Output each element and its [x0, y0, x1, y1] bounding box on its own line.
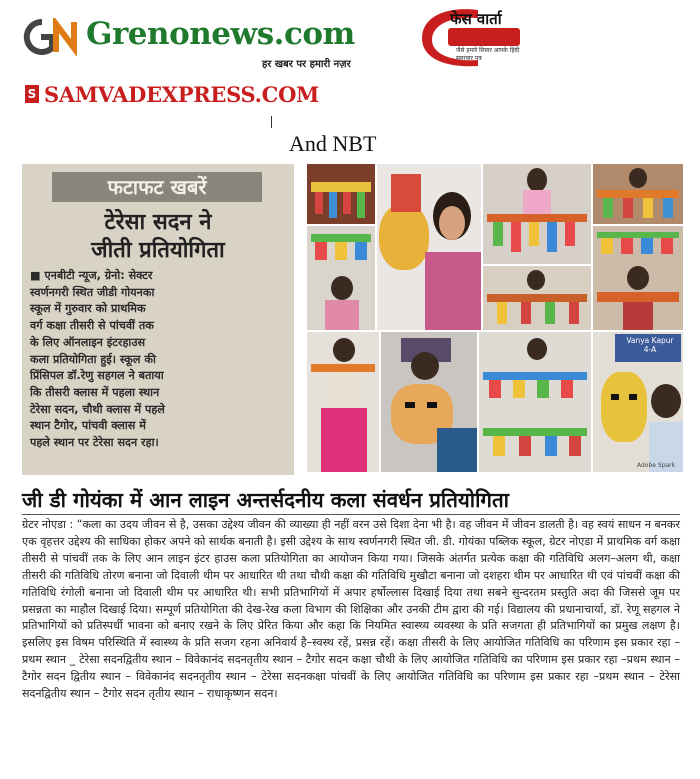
photo-girl-pink-dress	[307, 332, 379, 472]
photo-toran-1	[307, 164, 375, 224]
clipping-line: स्थान टैगोर, पांचवी क्लास में	[30, 419, 146, 433]
grenonews-logo-icon	[22, 18, 84, 56]
and-nbt-label: And NBT	[289, 131, 377, 156]
article-title: जी डी गोयंका में आन लाइन अन्तर्सदनीय कला संवर्धन प्रतियोगिता	[22, 488, 509, 512]
site-tagline: हर खबर पर हमारी नज़र	[262, 59, 351, 70]
clipping-line: के लिए ऑनलाइन इंटरहाउस	[30, 335, 146, 349]
article-body: ग्रेटर नोएडा : “कला का उदय जीवन से है, उसका उद्देश्य जीवन की व्याख्या ही नहीं वरन उसे दिशा देना भी है। वह जीवन में जीवन डालती है। वह स्वयं साधन न बनकर एक वृहत्तर उद्देश्य की साधिका होकर अपने को सार्थक बनाती है। इसी उद्देश्य के साथ स्वर्णनगरी स्थित जी. डी. गोयंका पब्लिक स्कूल, ग्रेटर नोएडा में प्राथमिक वर्ग कक्षा तीसरी से पांचवीं तक के लिए आन लाइन इंटर हाउस कला प्रतियोगिता का आयोजन किया गया। जिसके अंतर्गत प्रत्येक कक्षा की गतिविधि अलग–अलग थी, कक्षा तीसरी की गतिविधि तोरण बनाना जो दिवाली थीम पर आधारित थी तथा चौथी कक्षा की गतिविधि मुखौटा बनाना जो दशहरा थीम पर आधारित थी एवं पांचवीं कक्षा की गतिविधि रंगोली बनाना जो दिवाली थीम पर आधारित थी। सभी प्रतिभागियों में अपार हर्षोल्लास दिखाई दिया तथा सबने सुन्दरतम प्रस्तुति अदा की जिससे जूम पर प्रसन्नता का माहौल दिखाई दिया। सम्पूर्ण प्रतियोगिता की देख-रेख कला विभाग की शिक्षिका और उनकी टीम द्वारा की गई। विद्यालय की प्रधानाचार्या, डॉ. रेणू सहगल ने प्रतिभागियों को प्रतिस्पर्धी भावना को बनाए रखने के लिए प्रेरित किया और कहा कि नियमित स्वास्थ्य व्यवस्था के प्रति सजगता ही प्रतिभागियों का प्रमुख लक्षण है। इसलिए इस विषम परिस्थिति में स्वास्थ्य के प्रति सजग रहना अनिवार्य है–स्वस्थ रहें, प्रसन्न रहें। कक्षा तीसरी के लिए आयोजित गतिविधि का परिणाम इस प्रकार रहा –प्रथम स्थान _ टेरेसा सदनद्वितीय स्थान – विवेकानंद सदनतृतीय स्थान – टैगोर सदन कक्षा चौथी के लिए आयोजित गतिविधि का परिणाम इस प्रकार रहा –प्रथम स्थान – टैगोर सदन द्वितीय स्थान – विवेकानंद सदनतृतीय स्थान – टेरेसा सदनकक्षा पांचवीं के लिए आयोजित गतिविधि का परिणाम इस प्रकार रहा –प्रथम स्थान – टेरेसा सदनद्वितीय स्थान – टैगोर सदन तृतीय स्थान – राधाकृष्णन सदन।	[22, 518, 680, 701]
photo-toran-3	[307, 226, 375, 330]
clipping-banner: फटाफट खबरें	[52, 172, 262, 202]
clipping-line: स्कूल में गुरुवार को प्राथमिक	[30, 302, 146, 316]
photo-toran-4	[483, 266, 591, 330]
clipping-line: कला प्रतियोगिता हुई। स्कूल की	[30, 352, 156, 366]
adobe-spark-watermark: Adobe Spark	[637, 462, 676, 469]
photo-toran-girl-1	[483, 164, 591, 264]
name-card-class: 4-A	[643, 345, 657, 354]
photo-toran-6	[479, 332, 591, 472]
nbt-newspaper-clipping	[22, 164, 294, 475]
face-varta-top: फेस वार्ता	[450, 10, 502, 28]
clipping-line: कि तीसरी क्लास में पहला स्थान	[30, 385, 160, 399]
photo-toran-2	[593, 164, 683, 224]
clipping-line: पहले स्थान पर टेरेसा सदन रहा।	[30, 436, 159, 450]
clipping-line: वर्ग कक्षा तीसरी से पांचवीं तक	[30, 319, 154, 333]
title-divider	[22, 514, 680, 515]
photo-mask-boy	[381, 332, 477, 472]
photo-toran-5	[593, 226, 683, 330]
clipping-line: प्रिंसिपल डॉ.रेणु सहगल ने बताया	[30, 369, 164, 383]
clipping-headline-2: जीती प्रतियोगिता	[91, 238, 225, 263]
text-cursor	[271, 116, 272, 128]
name-card	[618, 336, 682, 354]
name-card-name: Vanya Kapur	[626, 336, 674, 345]
samvad-title[interactable]: SAMVADEXPRESS.COM	[44, 82, 320, 107]
clipping-body	[30, 268, 292, 452]
clipping-headline-1: टेरेसा सदन ने	[104, 210, 212, 235]
face-varta-logo	[408, 6, 524, 68]
clipping-line: ■ एनबीटी न्यूज, ग्रेनो: सेक्टर	[30, 269, 153, 282]
photo-mask-girl	[377, 164, 481, 330]
site-title[interactable]: Grenonews.com	[86, 16, 355, 52]
face-varta-sub: जैसे हमारे विचार आपके हिंदी समाचार पत्र	[456, 47, 520, 62]
clipping-line: टेरेसा सदन, चौथी क्लास में पहले	[30, 402, 165, 416]
clipping-line: स्वर्णनगरी स्थित जीडी गोयनका	[30, 285, 155, 299]
samvad-logo-icon: S	[25, 85, 39, 103]
